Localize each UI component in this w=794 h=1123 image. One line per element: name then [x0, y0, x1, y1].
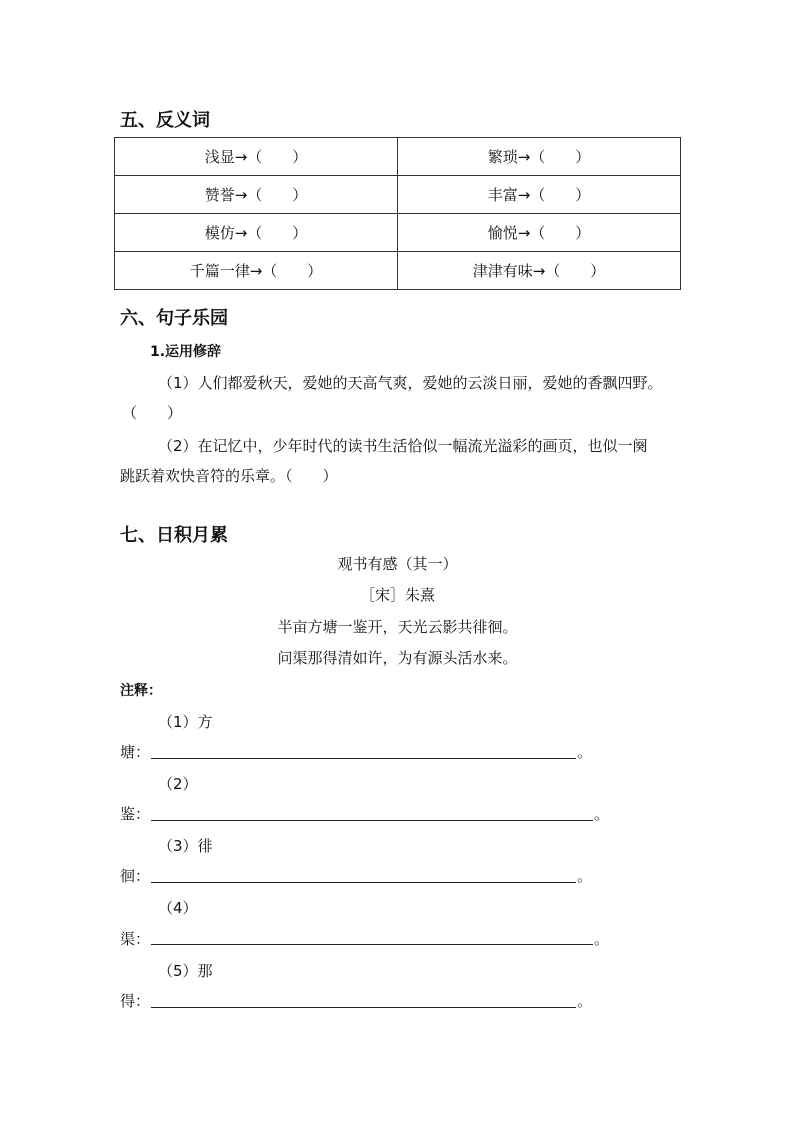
answer-line[interactable] [151, 944, 593, 945]
answer-line[interactable] [151, 820, 593, 821]
antonym-cell: 丰富→（ ） [398, 176, 681, 214]
section5-title: 五、反义词 [120, 110, 210, 131]
answer-line[interactable] [151, 882, 576, 883]
note-word: 塘： [120, 743, 151, 761]
antonym-cell: 浅显→（ ） [115, 138, 398, 176]
section6-title: 六、句子乐园 [120, 308, 228, 329]
poem-author: ［宋］朱熹 [359, 586, 435, 604]
note-end: 。 [577, 743, 593, 761]
note-end: 。 [577, 992, 593, 1010]
note-number: （5）那 [158, 962, 213, 980]
question-2-line-1: （2）在记忆中，少年时代的读书生活恰似一幅流光溢彩的画页，也似一阕 [158, 437, 648, 455]
table-row [115, 252, 681, 290]
note-number: （4） [158, 899, 198, 917]
note-word: 得： [120, 992, 151, 1010]
answer-line[interactable] [151, 1007, 576, 1008]
question-2-line-2: 跳跃着欢快音符的乐章。（ ） [120, 467, 338, 485]
section6-subtitle: 1.运用修辞 [150, 344, 222, 360]
section7-title: 七、日积月累 [120, 525, 228, 546]
note-word: 徊： [120, 867, 151, 885]
note-number: （1）方 [158, 713, 213, 731]
antonym-cell: 千篇一律→（ ） [115, 252, 398, 290]
table-row [115, 214, 681, 252]
question-1-answer-blank: （ ） [122, 404, 183, 422]
note-number: （2） [158, 775, 198, 793]
table-row [115, 138, 681, 176]
notes-label: 注释： [120, 683, 162, 699]
table-row [115, 176, 681, 214]
note-end: 。 [577, 867, 593, 885]
poem-title: 观书有感（其一） [337, 555, 458, 573]
antonym-cell: 繁琐→（ ） [398, 138, 681, 176]
note-end: 。 [594, 805, 610, 823]
note-word: 渠： [120, 930, 151, 948]
note-number: （3）徘 [158, 837, 213, 855]
antonym-cell: 赞誉→（ ） [115, 176, 398, 214]
antonym-cell: 愉悦→（ ） [398, 214, 681, 252]
note-end: 。 [594, 930, 610, 948]
note-word: 鉴： [120, 805, 151, 823]
antonym-cell: 模仿→（ ） [115, 214, 398, 252]
poem-line-1: 半亩方塘一鉴开，天光云影共徘徊。 [277, 618, 518, 636]
antonym-cell: 津津有味→（ ） [398, 252, 681, 290]
antonym-table [114, 137, 681, 290]
poem-line-2: 问渠那得清如许，为有源头活水来。 [277, 649, 518, 667]
question-1-line-1: （1）人们都爱秋天，爱她的天高气爽，爱她的云淡日丽，爱她的香飘四野。 [158, 374, 663, 392]
answer-line[interactable] [151, 758, 576, 759]
